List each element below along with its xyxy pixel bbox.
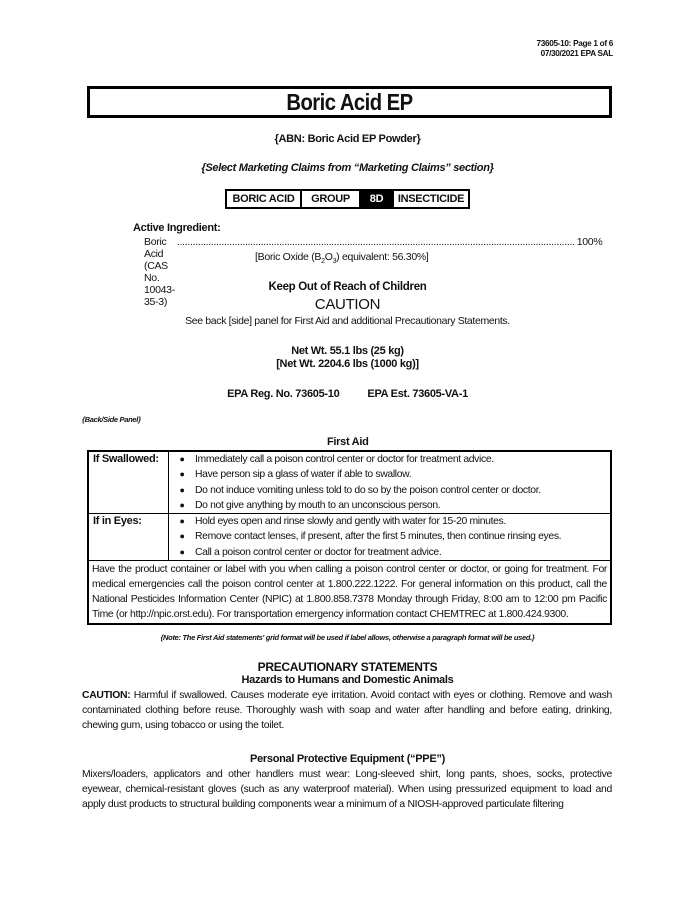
bullet-icon: ● (179, 469, 185, 480)
page-header (536, 39, 613, 59)
back-side-panel-note: {Back/Side Panel} (82, 415, 141, 424)
epa-est-number: EPA Est. 73605-VA-1 (367, 388, 468, 400)
precautionary-heading: PRECAUTIONARY STATEMENTS (257, 660, 438, 674)
list-item (169, 498, 610, 513)
list-item (169, 514, 610, 529)
group-cell-code: 8D (359, 191, 394, 207)
marketing-claims-note: {Select Marketing Claims from “Marketing Claims” section} (201, 162, 494, 174)
first-aid-footer: Have the product container or label with you when calling a poison control center or doctor, or going for treatment. For medical emergencies call the poison control center at 1.800.222.1222. For general information on this product, call the National Pesticides Information Center (NPIC) at 1.800.858.7378 Monday through Friday, 8:00 am to 12:00 pm Pacific Time (or http://npic.orst.edu). For transportation emergency information contact CHEMTREC at 1.800.424.9300. (92, 564, 607, 621)
first-aid-list (169, 514, 610, 560)
item-text: Do not give anything by mouth to an unconscious person. (195, 499, 441, 511)
first-aid-row-eyes (89, 514, 610, 561)
first-aid-format-note: {Note: The First Aid statements' grid format will be used if label allows, otherwise a paragraph format will be used.} (160, 633, 535, 642)
ppe-paragraph: Mixers/loaders, applicators and other handlers must wear: Long-sleeved shirt, long pants, shoes, socks, protective eyewear, chemical-resistant gloves (such as any waterproof material). When using pressurized equipment to load and apply dust products to structural building components wear a minimum of a NIOSH-approved particulate filtering (82, 769, 612, 810)
first-aid-table (87, 450, 612, 625)
active-ingredient-label: Active Ingredient: (133, 222, 221, 234)
product-title: Boric Acid EP (286, 89, 413, 115)
bullet-icon: ● (179, 516, 185, 527)
subscript-3: 3 (332, 258, 337, 266)
item-text: Hold eyes open and rinse slowly and gently with water for 15-20 minutes. (195, 516, 506, 528)
item-text: Call a poison control center or doctor for treatment advice. (195, 546, 442, 558)
list-item (169, 467, 610, 482)
see-back-panel-note: See back [side] panel for First Aid and additional Precautionary Statements. (185, 315, 510, 327)
group-cell-type: INSECTICIDE (397, 193, 465, 205)
alternate-brand-name: {ABN: Boric Acid EP Powder} (274, 133, 421, 145)
item-text: Have person sip a glass of water if able to swallow. (195, 469, 412, 481)
epa-numbers (0, 388, 695, 400)
date-reference: 07/30/2021 EPA SAL (540, 49, 613, 58)
leader-dots: ........................................................................................................................................................ (176, 236, 575, 248)
hazards-paragraph (82, 688, 612, 733)
list-item (169, 483, 610, 498)
caution-text: Harmful if swallowed. Causes moderate eye irritation. Avoid contact with eyes or clothing. Remove and wash contaminated clothing before reuse. Thoroughly wash with soap and water after handling and before eating, drinking, chewing gum, using tobacco or using the toilet. (82, 690, 612, 731)
keep-out-of-reach: Keep Out of Reach of Children (268, 281, 427, 293)
item-text: Immediately call a poison control center or doctor for treatment advice. (195, 454, 494, 465)
active-ingredient-name: Boric Acid (CAS No. 10043-35-3) (144, 236, 175, 308)
net-weight-alternate: [Net Wt. 2204.6 lbs (1000 kg)] (276, 358, 419, 370)
caution-label: CAUTION: (82, 690, 131, 701)
bullet-icon: ● (179, 454, 185, 464)
first-aid-label: If Swallowed: (89, 452, 169, 513)
list-item (169, 452, 610, 467)
first-aid-heading: First Aid (327, 436, 369, 448)
hazards-heading: Hazards to Humans and Domestic Animals (241, 674, 454, 686)
title-box (87, 86, 612, 118)
bullet-icon: ● (179, 546, 185, 557)
resistance-group-box (225, 189, 470, 209)
active-ingredient-percent: 100% (576, 236, 603, 248)
page-reference: 73605-10: Page 1 of 6 (536, 39, 613, 48)
subscript-2: 2 (321, 258, 325, 266)
equivalent-mid: O (324, 251, 333, 263)
signal-word: CAUTION (314, 296, 381, 313)
bullet-icon: ● (179, 531, 185, 542)
bullet-icon: ● (179, 499, 185, 510)
net-weight-primary: Net Wt. 55.1 lbs (25 kg) (291, 345, 404, 357)
list-item (169, 545, 610, 560)
list-item (169, 529, 610, 544)
item-text: Remove contact lenses, if present, after the first 5 minutes, then continue rinsing eyes. (195, 531, 562, 543)
first-aid-row-swallowed (89, 452, 610, 514)
net-weight (0, 345, 695, 371)
boric-oxide-equivalent (255, 251, 429, 265)
first-aid-label: If in Eyes: (89, 514, 169, 560)
ppe-heading: Personal Protective Equipment (“PPE”) (250, 753, 445, 765)
group-cell-group: GROUP (311, 193, 350, 205)
equivalent-suffix: ) equivalent: 56.30%] (336, 251, 429, 263)
bullet-icon: ● (179, 484, 185, 495)
group-cell-chemical: BORIC ACID (227, 191, 302, 207)
equivalent-prefix: [Boric Oxide (B (255, 251, 322, 263)
first-aid-list (169, 452, 610, 513)
item-text: Do not induce vomiting unless told to do so by the poison control center or doctor. (195, 484, 541, 496)
epa-reg-number: EPA Reg. No. 73605-10 (227, 388, 340, 400)
